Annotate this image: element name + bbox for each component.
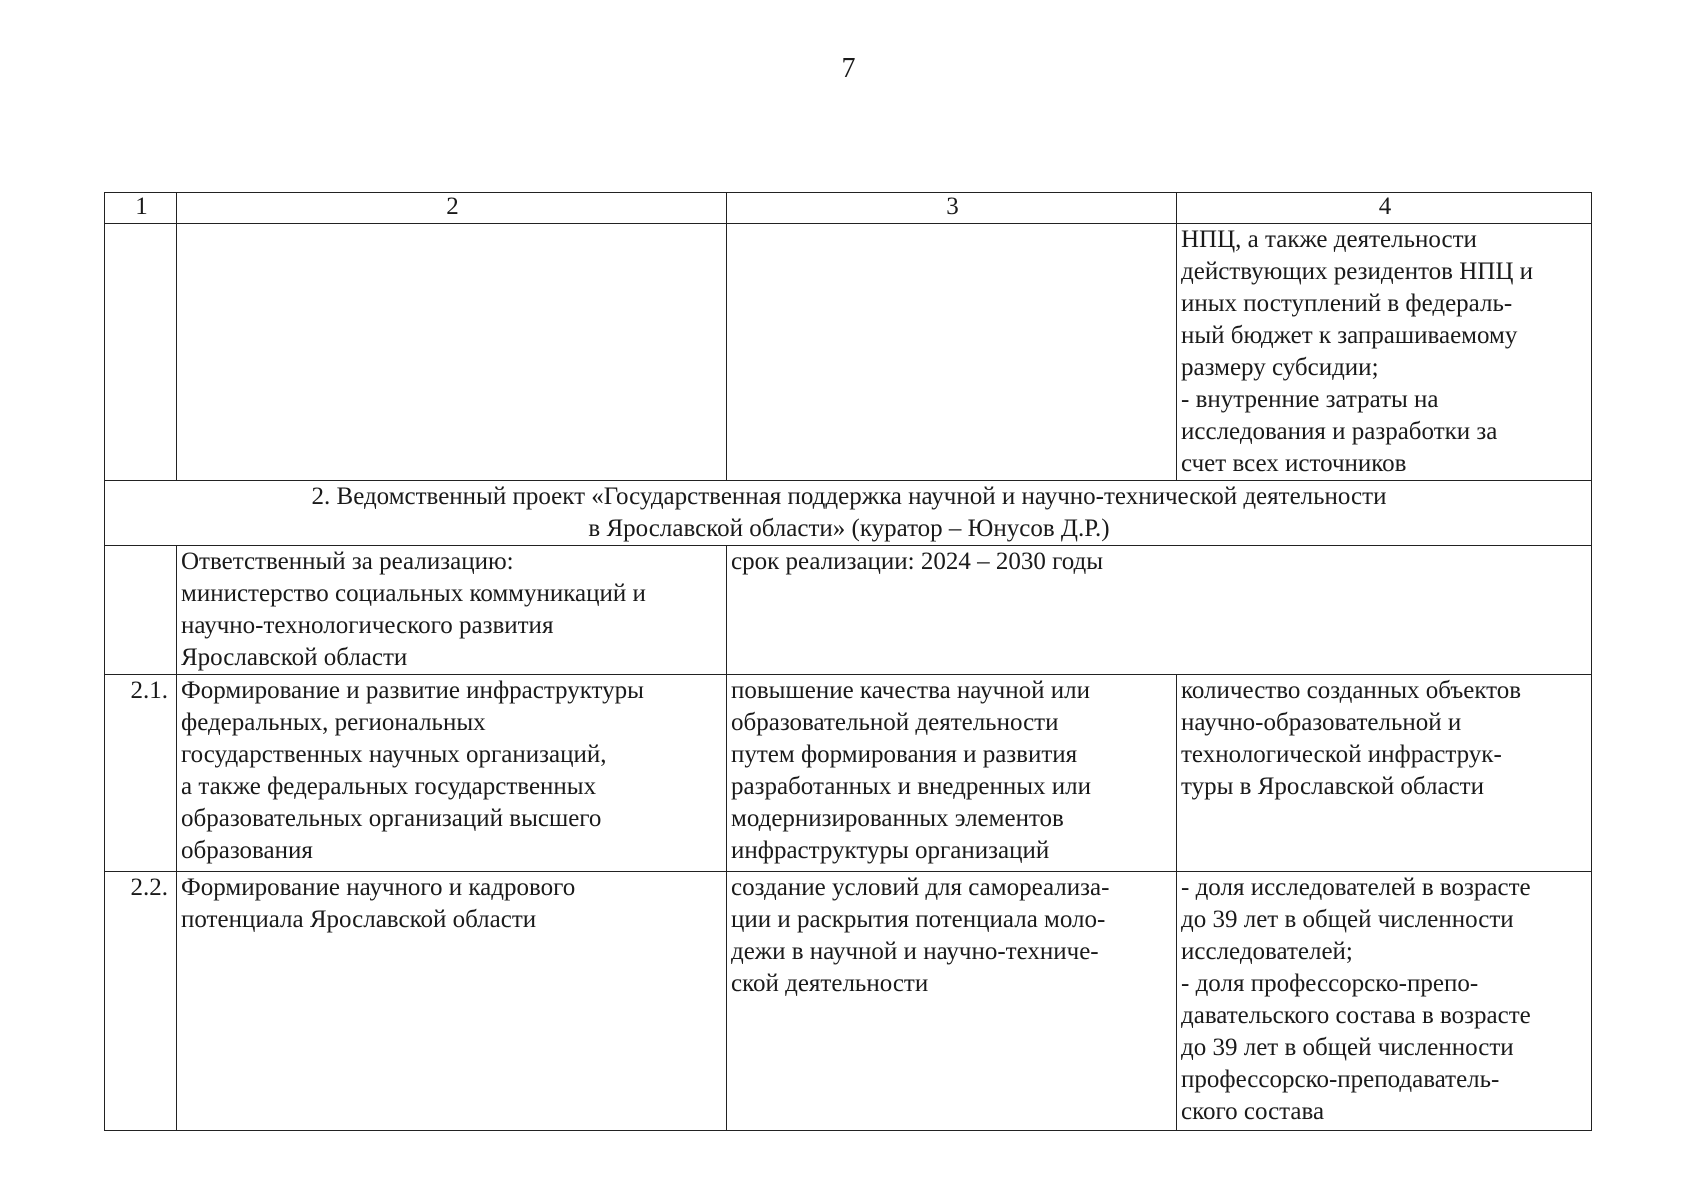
result-line: инфраструктуры организаций [731, 837, 1050, 864]
table-row [105, 675, 1592, 872]
cont-col-4-indicators [1177, 224, 1592, 481]
cont-line: исследования и разработки за [1181, 418, 1498, 445]
page-number: 7 [841, 53, 856, 84]
section-heading-line-2: в Ярославской области» (куратор – Юнусов Д.Р.) [588, 515, 1110, 542]
indicator-cell [1177, 675, 1592, 872]
cont-line: действующих резидентов НПЦ и [1181, 258, 1534, 285]
task-line: государственных научных организаций, [181, 741, 607, 768]
task-line: Формирование и развитие инфраструктуры [181, 677, 644, 704]
table-row [105, 872, 1592, 1131]
resp-line: Ярославской области [181, 644, 408, 671]
result-line: ции и раскрытия потенциала моло- [731, 906, 1106, 933]
cont-line: иных поступлений в федераль- [1181, 290, 1513, 317]
result-cell [727, 872, 1177, 1131]
indicator-line: технологической инфраструк- [1181, 741, 1502, 768]
row-number: 2.2. [105, 872, 177, 1131]
result-line: модернизированных элементов [731, 805, 1064, 832]
header-col-1: 1 [105, 193, 177, 224]
cont-col-2 [177, 224, 727, 481]
cont-line: ный бюджет к запрашиваемому [1181, 322, 1518, 349]
task-line: образования [181, 837, 313, 864]
table-header-row [105, 193, 1592, 224]
result-cell [727, 675, 1177, 872]
section-heading-line-1: 2. Ведомственный проект «Государственная поддержка научной и научно-технической деятельности [311, 483, 1387, 510]
program-table [104, 192, 1592, 1131]
resp-line: научно-технологического развития [181, 612, 554, 639]
result-line: путем формирования и развития [731, 741, 1078, 768]
indicator-line: профессорско-преподаватель- [1181, 1066, 1500, 1093]
task-line: Формирование научного и кадрового [181, 874, 576, 901]
indicator-line: - доля исследователей в возрасте [1181, 874, 1531, 901]
implementation-period: срок реализации: 2024 – 2030 годы [727, 546, 1592, 675]
result-line: ской деятельности [731, 970, 929, 997]
indicator-line: давательского состава в возрасте [1181, 1002, 1531, 1029]
result-line: дежи в научной и научно-техниче- [731, 938, 1099, 965]
result-line: создание условий для самореализа- [731, 874, 1110, 901]
header-col-3: 3 [727, 193, 1177, 224]
row-number: 2.1. [105, 675, 177, 872]
indicator-line: до 39 лет в общей численности [1181, 1034, 1514, 1061]
task-line: а также федеральных государственных [181, 773, 597, 800]
task-line: образовательных организаций высшего [181, 805, 602, 832]
continuation-row [105, 224, 1592, 481]
resp-line: министерство социальных коммуникаций и [181, 580, 646, 607]
indicator-line: ского состава [1181, 1098, 1325, 1125]
indicator-line: - доля профессорско-препо- [1181, 970, 1479, 997]
indicator-line: количество созданных объектов [1181, 677, 1522, 704]
resp-col-1 [105, 546, 177, 675]
header-col-2: 2 [177, 193, 727, 224]
section-heading-row [105, 481, 1592, 546]
task-line: потенциала Ярославской области [181, 906, 537, 933]
task-cell [177, 872, 727, 1131]
indicator-line: научно-образовательной и [1181, 709, 1462, 736]
task-cell [177, 675, 727, 872]
cont-line: - внутренние затраты на [1181, 386, 1439, 413]
indicator-line: исследователей; [1181, 938, 1353, 965]
indicator-line: до 39 лет в общей численности [1181, 906, 1514, 933]
task-line: федеральных, региональных [181, 709, 486, 736]
result-line: повышение качества научной или [731, 677, 1090, 704]
resp-line: Ответственный за реализацию: [181, 548, 514, 575]
result-line: разработанных и внедренных или [731, 773, 1092, 800]
cont-line: НПЦ, а также деятельности [1181, 226, 1477, 253]
responsible-party [177, 546, 727, 675]
cont-line: размеру субсидии; [1181, 354, 1379, 381]
responsible-row [105, 546, 1592, 675]
indicator-cell [1177, 872, 1592, 1131]
result-line: образовательной деятельности [731, 709, 1059, 736]
header-col-4: 4 [1177, 193, 1592, 224]
cont-col-3 [727, 224, 1177, 481]
section-heading [105, 481, 1592, 546]
cont-line: счет всех источников [1181, 450, 1407, 477]
indicator-line: туры в Ярославской области [1181, 773, 1484, 800]
cont-col-1 [105, 224, 177, 481]
